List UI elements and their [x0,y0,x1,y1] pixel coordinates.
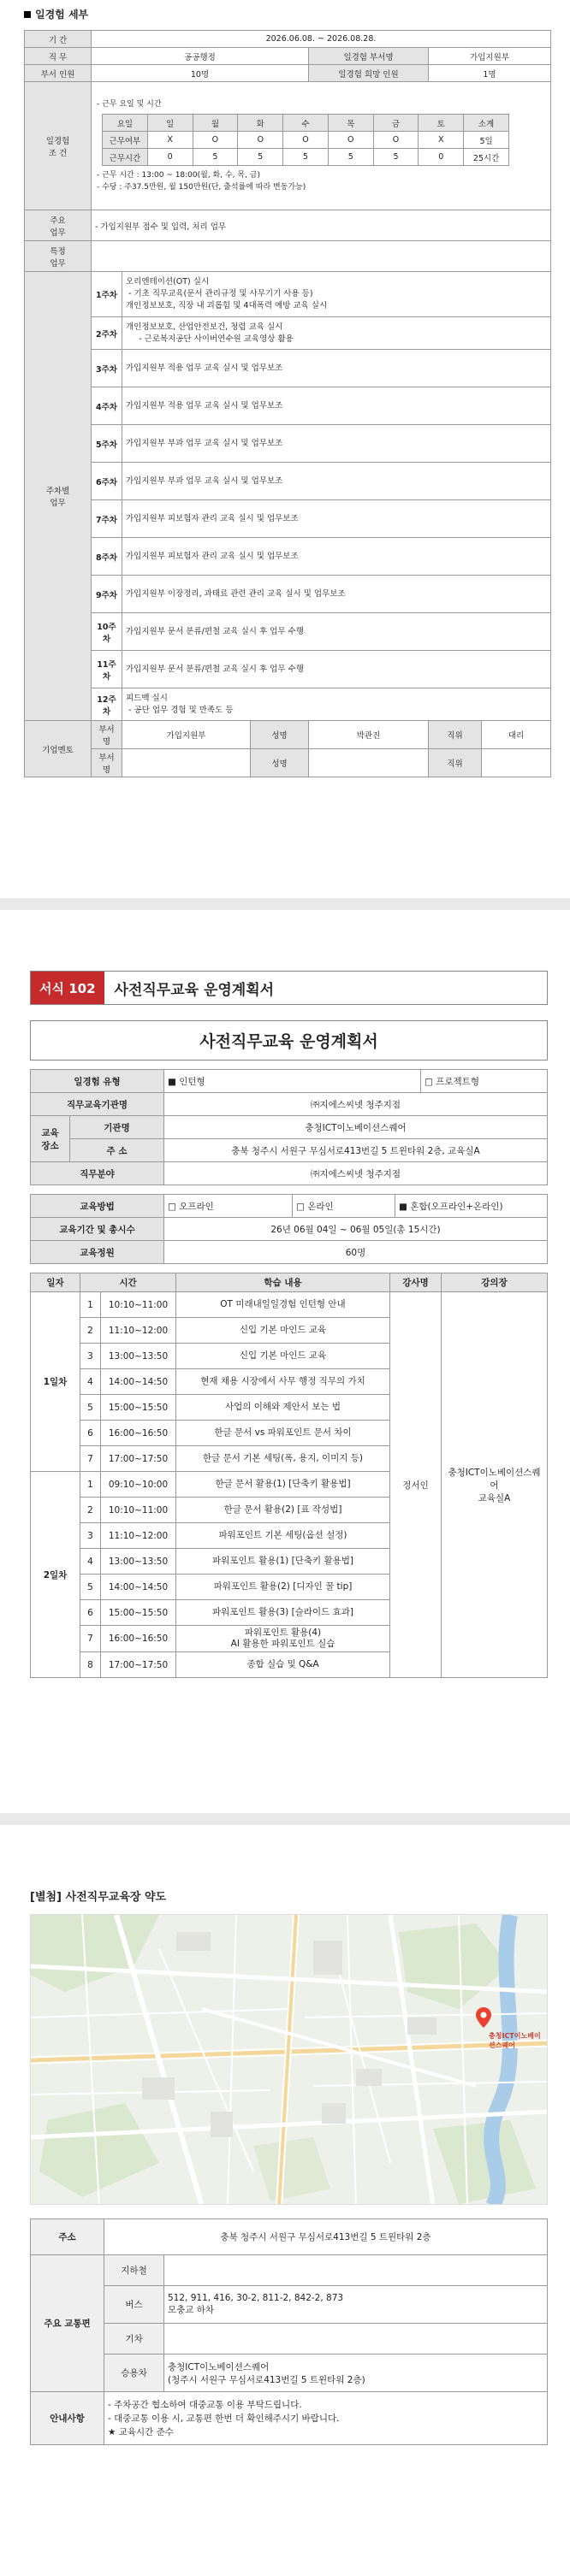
week-content-line: - 근로복지공단 사이버연수원 교육영상 활용 [126,334,294,344]
week-row [25,538,551,576]
days-work-cell: O [373,132,419,149]
week-number: 2주차 [92,317,122,350]
days-hours-cell: 0 [147,149,193,166]
form-tag: 서식 102 [31,972,104,1004]
subway-value [164,2255,548,2286]
week-content [122,272,551,317]
days-hours-cell: 5 [193,149,238,166]
special-label: 특정 업무 [25,241,92,272]
period-content: 한글 문서 vs 파워포인트 문서 차이 [176,1421,390,1446]
week-content [122,425,551,463]
week-number: 1주차 [92,272,122,317]
map-title: [별첨] 사전직무교육장 약도 [30,1891,167,1904]
mentor-dept-label: 부서명 [92,721,122,749]
notice-line: - 대중교통 이용 시, 교통편 한번 더 확인해주시기 바랍니다. [108,2413,340,2424]
week-content [122,350,551,387]
form-title: 사전직무교육 운영계획서 [114,981,275,999]
map-section [30,1888,548,2445]
period-time: 13:00~13:50 [101,1549,176,1575]
mentor-name-label: 성명 [251,749,309,777]
days-header-cell: 토 [419,115,464,132]
week-row [25,651,551,688]
period-content: 사업의 이해와 제안서 보는 법 [176,1395,390,1421]
period-time: 16:00~16:50 [101,1421,176,1446]
period-time: 14:00~14:50 [101,1575,176,1600]
mentor-dept-value: 가입지원부 [122,721,251,749]
period-time: 16:00~16:50 [101,1626,176,1652]
cond-line-2: - 근무 시간 : 13:00 ~ 18:00(월, 화, 수, 목, 금) [97,171,261,180]
address-label: 주소 [31,2219,104,2255]
week-number: 12주차 [92,688,122,721]
type-option-intern[interactable]: ■ 인턴형 [164,1070,421,1093]
quota-value: 60명 [164,1241,548,1264]
square-bullet-icon [24,11,31,18]
period-number: 2 [80,1498,101,1523]
inst-label: 기관명 [70,1116,164,1139]
week-number: 5주차 [92,425,122,463]
addr-value: 충북 청주시 서원구 무심서로413번길 5 트윈타워 2층, 교육실A [164,1139,548,1162]
dept-label: 일경험 부서명 [309,48,429,65]
period-content: 파워포인트 활용(4) AI 활용한 파워포인트 실습 [176,1626,390,1652]
period-number: 4 [80,1549,101,1575]
car-value: 충청ICT이노베이션스퀘어 (청주시 서원구 무심서로413번길 5 트윈타워 2층) [164,2354,548,2392]
week-content-line: 가입지원부 피보험자 관리 교육 실시 및 업무보조 [126,551,299,561]
days-header-cell: 일 [147,115,193,132]
cond-line-1: - 근무 요일 및 시간 [97,100,162,109]
dept-value: 가입지원부 [429,48,551,65]
days-header-cell: 월 [193,115,238,132]
week-content-line: 개인정보보호, 직장 내 괴롭힘 및 4대폭력 예방 교육 실시 [126,301,328,310]
period-content: 파워포인트 활용(2) [디자인 꿀 tip] [176,1575,390,1600]
week-content-line: 가입지원부 문서 분류/편철 교육 실시 후 업무 수행 [126,626,304,636]
period-content: 파워포인트 기본 세팅(옵션 설정) [176,1523,390,1549]
period-content: 한글 문서 활용(1) [단축키 활용법] [176,1472,390,1498]
map-drawing [31,1915,548,2205]
mentor-pos-label: 직위 [429,749,482,777]
period-content: 종합 실습 및 Q&A [176,1652,390,1678]
days-hours-cell: 25시간 [464,149,509,166]
train-value [164,2324,548,2354]
method-label: 교육방법 [31,1195,164,1218]
period-content: 파워포인트 활용(1) [단축키 활용법] [176,1549,390,1575]
days-header-cell: 소계 [464,115,509,132]
org-label: 직무교육기관명 [31,1093,164,1116]
week-content [122,538,551,576]
cond-line-3: - 수당 : 주37.5만원, 월 150만원(단, 출석률에 따라 변동가능) [97,183,306,192]
addr-label: 주 소 [70,1139,164,1162]
address-value: 충북 청주시 서원구 무심서로413번길 5 트윈타워 2층 [104,2219,548,2255]
period-time: 15:00~15:50 [101,1395,176,1421]
days-hours-cell: 근무시간 [103,149,148,166]
plan-info-table [30,1069,548,1185]
page-divider [0,898,570,910]
week-content-line: 오리엔테이션(OT) 실시 [126,277,210,287]
job-label: 직 무 [25,48,92,65]
header-content: 학습 내용 [176,1273,390,1292]
period-number: 8 [80,1652,101,1678]
header-time: 시간 [80,1273,176,1292]
days-header-cell: 화 [238,115,283,132]
week-number: 6주차 [92,463,122,500]
week-content-line: 가입지원부 부과 업무 교육 실시 및 업무보조 [126,438,283,448]
period-content: 파워포인트 활용(3) [슬라이드 효과] [176,1600,390,1626]
field-value: ㈜지에스씨넷 청주지점 [164,1162,548,1185]
hope-value: 1명 [429,65,551,82]
days-hours-cell: 5 [238,149,283,166]
week-row [25,576,551,613]
days-hours-cell: 5 [373,149,419,166]
section-title: 일경험 세부 [24,7,551,21]
week-content [122,688,551,721]
method-mixed[interactable]: ■ 혼합(오프라인+온라인) [395,1195,548,1218]
type-label: 일경험 유형 [31,1070,164,1093]
days-header-cell: 목 [328,115,373,132]
days-work-cell: X [419,132,464,149]
week-row [25,387,551,425]
dept-staff-label: 부서 인원 [25,65,92,82]
week-content-line: - 공단 업무 경험 및 만족도 등 [126,705,234,715]
detail-table [24,30,551,777]
days-work-row [103,132,509,149]
instructor-name: 정서인 [390,1292,442,1678]
period-time: 10:10~11:00 [101,1498,176,1523]
mentor-dept-value [122,749,251,777]
week-content-line: 피드백 실시 [126,693,168,703]
week-content-line: 가입지원부 이장정리, 과태료 관련 관리 교육 실시 및 업무보조 [126,588,346,599]
week-number: 8주차 [92,538,122,576]
period-content: OT 미래내일일경험 인턴형 안내 [176,1292,390,1318]
period-content: 한글 문서 기본 세팅(폭, 용지, 이미지 등) [176,1446,390,1472]
type-option-project[interactable]: □ 프로젝트형 [421,1070,548,1093]
period-time: 14:00~14:50 [101,1369,176,1395]
plan-title: 사전직무교육 운영계획서 [30,1020,548,1061]
week-number: 10주차 [92,613,122,651]
week-content-line: 가입지원부 피보험자 관리 교육 실시 및 업무보조 [126,513,299,523]
period-value: 2026.06.08. ~ 2026.08.28. [92,31,551,48]
days-hours-cell: 5 [328,149,373,166]
transport-label: 주요 교통편 [31,2255,104,2392]
header-room: 강의장 [442,1273,548,1292]
period-number: 5 [80,1395,101,1421]
week-number: 11주차 [92,651,122,688]
week-content [122,387,551,425]
week-content [122,317,551,350]
quota-label: 교육정원 [31,1241,164,1264]
room-name: 충청ICT이노베이션스퀘어 교육실A [442,1292,548,1678]
week-content [122,651,551,688]
plan-method-table [30,1194,548,1264]
edu-period-value: 26년 06월 04일 ~ 06월 05일(총 15시간) [164,1218,548,1241]
weekly-label: 주차별 업무 [25,272,92,721]
days-work-cell: O [193,132,238,149]
week-content-line: 개인정보보호, 산업안전보건, 청렴 교육 실시 [126,322,283,332]
inst-value: 충청ICT이노베이션스퀘어 [164,1116,548,1139]
week-content-line: 가입지원부 문서 분류/편철 교육 실시 후 업무 수행 [126,664,304,674]
mentor-name-value [309,749,429,777]
location-pin-icon[interactable] [476,2007,491,2030]
days-work-cell: X [147,132,193,149]
week-content-line: 가입지원부 부과 업무 교육 실시 및 업무보조 [126,476,283,486]
job-value: 공공행정 [92,48,309,65]
week-number: 9주차 [92,576,122,613]
cond-label: 일경험 조 건 [25,82,92,210]
notice-line: - 주차공간 협소하여 대중교통 이용 부탁드립니다. [108,2399,302,2410]
period-number: 1 [80,1472,101,1498]
method-online[interactable]: □ 온라인 [293,1195,395,1218]
period-time: 15:00~15:50 [101,1600,176,1626]
period-time: 17:00~17:50 [101,1446,176,1472]
mentor-pos-value [482,749,551,777]
place-label: 교육 장소 [31,1116,70,1162]
week-row [25,688,551,721]
org-value: ㈜지에스씨넷 청주지점 [164,1093,548,1116]
period-time: 11:10~12:00 [101,1523,176,1549]
week-row [25,350,551,387]
mentor-name-label: 성명 [251,721,309,749]
subway-label: 지하철 [104,2255,164,2286]
days-hours-row [103,149,509,166]
days-work-cell: O [283,132,329,149]
period-content: 신입 기본 마인드 교육 [176,1344,390,1369]
train-label: 기차 [104,2324,164,2354]
days-header-cell: 요일 [103,115,148,132]
main-label: 주요 업무 [25,210,92,241]
period-number: 3 [80,1523,101,1549]
main-value: - 가입지원부 접수 및 입력, 처리 업무 [92,210,551,241]
period-time: 11:10~12:00 [101,1318,176,1344]
days-header-cell: 수 [283,115,329,132]
map-place-label: 충청ICT이노베이션스퀘어 [489,2032,541,2049]
location-map[interactable] [30,1914,548,2205]
schedule-row [31,1292,548,1318]
period-time: 17:00~17:50 [101,1652,176,1678]
period-number: 4 [80,1369,101,1395]
mentor-label: 기업멘토 [25,721,92,777]
week-row [25,272,551,317]
period-number: 7 [80,1446,101,1472]
period-content: 현재 채용 시장에서 사무 행정 직무의 가치 [176,1369,390,1395]
week-row [25,317,551,350]
header-instructor: 강사명 [390,1273,442,1292]
page-divider [0,1813,570,1825]
cond-cell [92,82,551,210]
week-number: 3주차 [92,350,122,387]
schedule-body [31,1292,548,1678]
days-hours-cell: 5 [283,149,329,166]
bus-value: 512, 911, 416, 30-2, 811-2, 842-2, 873 모충교 하차 [164,2286,548,2324]
days-hours-cell: 0 [419,149,464,166]
mentor-pos-label: 직위 [429,721,482,749]
days-work-cell: O [328,132,373,149]
period-content: 한글 문서 활용(2) [표 작성법] [176,1498,390,1523]
week-content [122,576,551,613]
week-row [25,463,551,500]
schedule-table [30,1273,548,1678]
dept-staff-value: 10명 [92,65,309,82]
period-number: 1 [80,1292,101,1318]
period-number: 7 [80,1626,101,1652]
training-plan-section [30,971,548,1678]
method-offline[interactable]: □ 오프라인 [164,1195,293,1218]
days-header-row [103,115,509,132]
mentor-pos-value: 대리 [482,721,551,749]
days-header-cell: 금 [373,115,419,132]
period-number: 5 [80,1575,101,1600]
car-label: 승용차 [104,2354,164,2392]
mentor-name-value: 박관진 [309,721,429,749]
days-work-cell: 근무여부 [103,132,148,149]
notice-line: ★ 교육시간 준수 [108,2426,174,2437]
bus-label: 버스 [104,2286,164,2324]
experience-detail-section [24,7,551,777]
period-label: 기 간 [25,31,92,48]
period-time: 10:10~11:00 [101,1292,176,1318]
form-header [30,971,548,1005]
period-number: 6 [80,1600,101,1626]
notice-cell [104,2392,548,2445]
week-row [25,425,551,463]
week-content [122,613,551,651]
hope-label: 일경험 희망 인원 [309,65,429,82]
notice-label: 안내사항 [31,2392,104,2445]
days-work-cell: O [238,132,283,149]
week-content-line: 가입지원부 적용 업무 교육 실시 및 업무보조 [126,363,283,373]
day-label: 1일차 [31,1292,80,1472]
days-table [102,114,509,166]
edu-period-label: 교육기간 및 총시수 [31,1218,164,1241]
period-time: 09:10~10:00 [101,1472,176,1498]
week-content [122,463,551,500]
mentor-dept-label: 부서명 [92,749,122,777]
week-content-line: - 기초 직무교육(문서 관리규정 및 사무기기 사용 등) [126,289,313,298]
period-number: 3 [80,1344,101,1369]
period-number: 6 [80,1421,101,1446]
header-date: 일자 [31,1273,80,1292]
special-value [92,241,551,272]
period-number: 2 [80,1318,101,1344]
period-time: 13:00~13:50 [101,1344,176,1369]
week-content [122,500,551,538]
day-label: 2일차 [31,1472,80,1678]
weeks-body [25,272,551,721]
week-content-line: 가입지원부 적용 업무 교육 실시 및 업무보조 [126,400,283,411]
period-content: 신입 기본 마인드 교육 [176,1318,390,1344]
week-number: 7주차 [92,500,122,538]
week-row [25,500,551,538]
week-row [25,613,551,651]
transport-info-table [30,2219,548,2445]
days-work-cell: 5일 [464,132,509,149]
week-number: 4주차 [92,387,122,425]
field-label: 직무분야 [31,1162,164,1185]
